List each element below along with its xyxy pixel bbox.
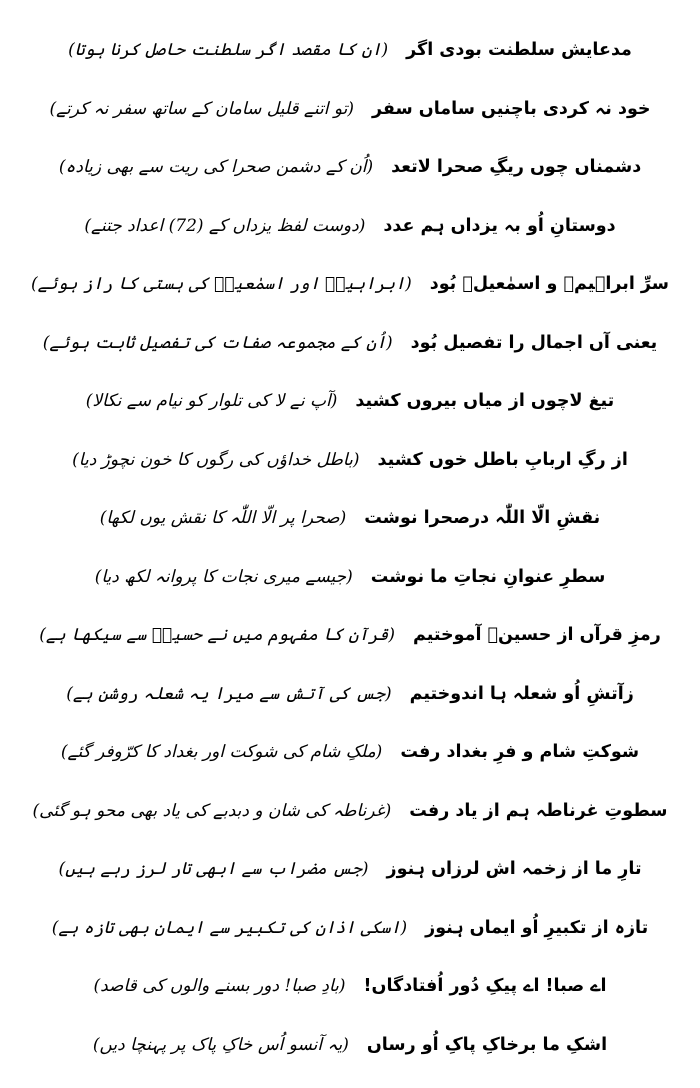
verse-line-17 xyxy=(0,964,700,1023)
urdu-translation: (جس مضراب سے ابھی تار لرز رہے ہیں) xyxy=(58,859,369,879)
persian-verse: دوستانِ اُو بہ یزداں ہم عدد xyxy=(383,215,616,236)
urdu-translation: (قرآن کا مفہوم میں نے حسینؑ سے سیکھا ہے) xyxy=(39,625,396,645)
persian-verse: اے صبا! اے پیکِ دُور اُفتادگاں! xyxy=(363,976,607,996)
urdu-translation: (جس کی آتش سے میرا یہ شعلہ روشن ہے) xyxy=(66,683,392,704)
verse-line-9 xyxy=(0,496,700,555)
urdu-translation: (آپ نے لا کی تلوار کو نیام سے نکالا) xyxy=(85,391,338,411)
persian-verse: یعنی آں اجمال را تفصیل بُود xyxy=(410,332,658,353)
persian-verse: رمزِ قرآں از حسینؑ آموختیم xyxy=(413,625,661,645)
persian-verse: تیغ لاچوں از میاں بیروں کشید xyxy=(355,391,615,411)
verse-line-2 xyxy=(0,87,700,146)
verse-line-15 xyxy=(0,847,700,906)
persian-verse: تارِ ما از زخمہ اش لرزاں ہنوز xyxy=(386,859,642,879)
urdu-translation: (اُن کے دشمن صحرا کی ریت سے بھی زیادہ) xyxy=(58,157,374,177)
verse-line-3 xyxy=(0,145,700,204)
urdu-translation: (ملکِ شام کی شوکت اور بغداد کا کرّوفر گئے) xyxy=(60,742,383,762)
persian-verse: از رگِ اربابِ باطل خوں کشید xyxy=(377,449,628,470)
urdu-translation: (یہ آنسو اُس خاکِ پاک پر پہنچا دیں) xyxy=(92,1034,349,1055)
urdu-translation: (اسکی اذان کی تکبیر سے ایمان بھی تازہ ہے) xyxy=(51,917,408,938)
persian-verse: سطوتِ غرناطہ ہم از یاد رفت xyxy=(409,800,668,821)
verse-line-1 xyxy=(0,28,700,87)
verse-line-13 xyxy=(0,730,700,789)
persian-verse: خود نہ کردی باچنیں ساماں سفر xyxy=(372,98,651,119)
urdu-translation: (تو اتنے قلیل سامان کے ساتھ سفر نہ کرتے) xyxy=(49,98,354,119)
verse-line-4 xyxy=(0,204,700,263)
urdu-translation: (صحرا پر الّا اللّٰہ کا نقش یوں لکھا) xyxy=(99,508,347,528)
verse-list xyxy=(0,28,700,1081)
persian-verse: مدعایش سلطنت بودی اگر xyxy=(406,40,632,60)
urdu-translation: (ابراہیمؑ اور اسمٰعیلؑ کی ہستی کا راز ہوئے) xyxy=(30,274,412,294)
urdu-translation: (اُن کے مجموعہ صفات کی تفصیل ثابت ہوئے) xyxy=(42,332,393,353)
persian-verse: تازہ از تکبیرِ اُو ایماں ہنوز xyxy=(425,917,649,938)
persian-verse: دشمناں چوں ریگِ صحرا لاتعد xyxy=(391,157,642,177)
verse-line-12 xyxy=(0,672,700,731)
urdu-translation: (دوست لفظ یزداں کے (72) اعداد جتنے) xyxy=(84,215,366,236)
verse-line-5 xyxy=(0,262,700,321)
urdu-translation: (جیسے میری نجات کا پروانہ لکھ دیا) xyxy=(94,566,353,587)
verse-line-6 xyxy=(0,321,700,380)
persian-verse: شوکتِ شام و فرِ بغداد رفت xyxy=(400,742,640,762)
verse-line-16 xyxy=(0,906,700,965)
verse-line-18 xyxy=(0,1023,700,1082)
verse-line-11 xyxy=(0,613,700,672)
verse-line-7 xyxy=(0,379,700,438)
persian-verse: زآتشِ اُو شعلہ ہا اندوختیم xyxy=(409,683,634,704)
persian-verse: اشکِ ما برخاکِ پاکِ اُو رساں xyxy=(366,1034,608,1055)
persian-verse: سرِّ ابراہیمؑ و اسمٰعیلؑ بُود xyxy=(429,274,670,294)
urdu-translation: (ان کا مقصد اگر سلطنت حاصل کرنا ہوتا) xyxy=(68,40,389,60)
verse-line-14 xyxy=(0,789,700,848)
urdu-translation: (بادِ صبا! دور بسنے والوں کی قاصد) xyxy=(93,976,346,996)
urdu-translation: (باطل خداؤں کی رگوں کا خون نچوڑ دیا) xyxy=(72,449,360,470)
verse-line-10 xyxy=(0,555,700,614)
persian-verse: سطرِ عنوانِ نجاتِ ما نوشت xyxy=(370,566,606,587)
urdu-translation: (غرناطہ کی شان و دبدبے کی یاد بھی محو ہو گئی) xyxy=(32,800,392,821)
persian-verse: نقشِ الّا اللّٰہ درصحرا نوشت xyxy=(364,508,601,528)
verse-line-8 xyxy=(0,438,700,497)
